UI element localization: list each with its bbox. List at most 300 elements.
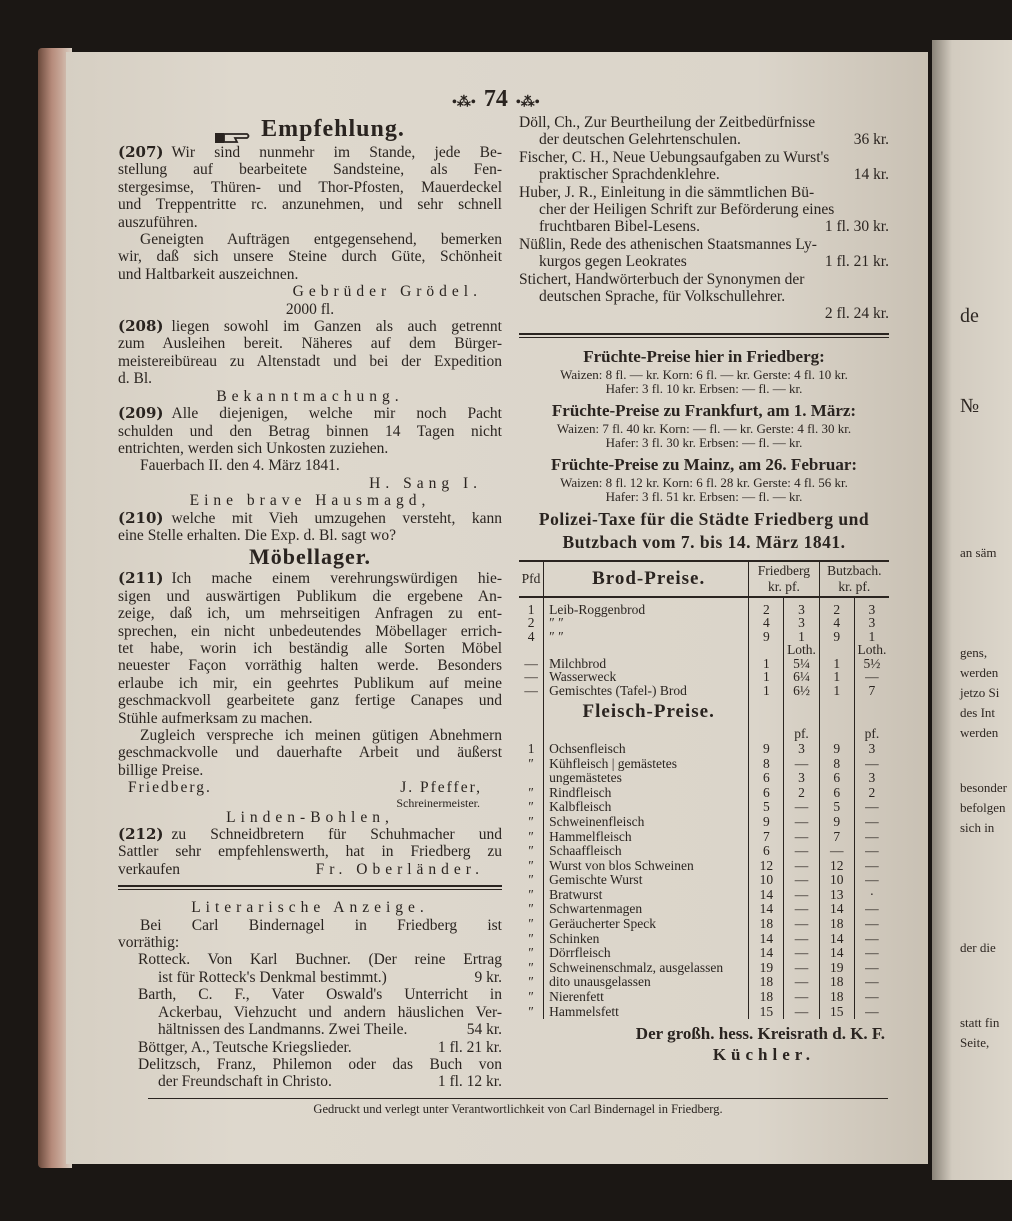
line-text: d. Bl. xyxy=(118,370,153,388)
pfd-cell: ″ xyxy=(519,917,544,932)
signature-title: Schreinermeister. xyxy=(396,795,480,810)
friedberg-kr-cell: 12 xyxy=(749,859,784,874)
signature-name: J. Pfeffer, xyxy=(400,779,482,797)
line-text: stergesimse, Thüren- und Thor-Pfosten, Mauerdeckel xyxy=(118,178,502,196)
friedberg-pf-cell: 6¼ xyxy=(784,670,819,684)
pfd-cell: ″ xyxy=(519,786,544,801)
book-entry xyxy=(118,986,502,1038)
friedberg-kr-cell: 1 xyxy=(749,684,784,698)
text-line xyxy=(519,218,889,235)
table-row xyxy=(519,771,889,786)
table-row xyxy=(519,786,889,801)
item-cell: Schinken xyxy=(544,932,749,947)
butzbach-pf-cell: Loth. xyxy=(857,642,887,658)
pfd-cell: ″ xyxy=(519,844,544,859)
pfd-cell xyxy=(519,727,544,742)
pfd-cell: ″ xyxy=(519,975,544,990)
book-price: 54 kr. xyxy=(466,1021,502,1039)
text-line xyxy=(519,149,889,166)
item-cell: Milchbrod xyxy=(544,657,749,671)
butzbach-pf-cell: — xyxy=(865,828,879,844)
book-price: 14 kr. xyxy=(853,166,889,184)
friedberg-pf-cell: — xyxy=(784,815,819,830)
signature-name: Küchler. xyxy=(712,1045,815,1065)
book-entry xyxy=(118,1039,502,1056)
text-line xyxy=(138,1004,502,1021)
pf-label: pf. xyxy=(855,578,871,594)
line-text: hältnissen des Landmanns. Zwei Theile. xyxy=(158,1021,408,1039)
item-cell: Gemischtes (Tafel-) Brod xyxy=(544,684,749,698)
table-row xyxy=(519,643,889,657)
grain-price-line: Waizen: 8 fl. 12 kr. Korn: 6 fl. 28 kr. Gerste: 4 fl. 56 kr. xyxy=(560,474,848,490)
item-cell: Rindfleisch xyxy=(544,786,749,801)
butzbach-kr-cell: 15 xyxy=(819,1005,854,1020)
item-cell: Schweinenschmalz, ausgelassen xyxy=(544,961,749,976)
col-pfd: Pfd xyxy=(519,562,544,597)
friedberg-pf-cell: 3 xyxy=(784,771,819,786)
meat-heading-row xyxy=(519,697,889,727)
butzbach-pf-cell: — xyxy=(865,989,879,1005)
book-entry xyxy=(118,1056,502,1091)
butzbach-kr-cell: 1 xyxy=(819,684,854,698)
place-name: Friedberg. xyxy=(128,779,212,797)
line-text: Fischer, C. H., Neue Uebungsaufgaben zu Wurst's xyxy=(519,148,830,166)
butzbach-label: Butzbach. xyxy=(827,562,882,578)
friedberg-kr-cell: 7 xyxy=(749,830,784,845)
butzbach-kr-cell: 8 xyxy=(819,757,854,772)
pfd-cell: ″ xyxy=(519,815,544,830)
meat-heading: Fleisch-Preise. xyxy=(544,697,749,727)
kr-label: kr. xyxy=(767,578,782,594)
line-text: billige Preise. xyxy=(118,761,204,779)
section-heading xyxy=(118,114,502,144)
section-heading: Möbellager. xyxy=(249,544,371,570)
pfd-cell: 4 xyxy=(519,630,544,644)
pfd-cell: ″ xyxy=(519,800,544,815)
text-line xyxy=(118,248,502,265)
butzbach-kr-cell: 1 xyxy=(819,670,854,684)
friedberg-kr-cell: 14 xyxy=(749,932,784,947)
line-text: Ich mache einem verehrungswürdigen hie- xyxy=(171,570,502,588)
butzbach-pf-cell: — xyxy=(865,843,879,859)
text-line xyxy=(118,144,502,161)
item-cell: Ochsenfleisch xyxy=(544,742,749,757)
line-text: und Treppentritte rc. anzunehmen, und sehr schnell xyxy=(118,196,502,214)
friedberg-kr-cell: 1 xyxy=(749,657,784,671)
item-cell: Kalbfleisch xyxy=(544,800,749,815)
pfd-cell: — xyxy=(519,684,544,698)
item-cell: Dörrfleisch xyxy=(544,946,749,961)
friedberg-kr-cell: 6 xyxy=(749,771,784,786)
book-price: 1 fl. 21 kr. xyxy=(824,253,889,271)
table-row xyxy=(519,657,889,671)
ad-number: (209) xyxy=(118,404,164,423)
butzbach-kr-cell: 9 xyxy=(819,630,854,644)
pfd-cell: ″ xyxy=(519,902,544,917)
friedberg-pf-cell: 6½ xyxy=(784,684,819,698)
butzbach-pf-cell: 3 xyxy=(868,770,876,786)
police-tax-line: Butzbach vom 7. bis 14. März 1841. xyxy=(562,531,846,552)
text-line xyxy=(118,335,502,352)
text-line xyxy=(519,236,889,253)
butzbach-kr-cell: 12 xyxy=(819,859,854,874)
line-text: Geneigten Aufträgen entgegensehend, bemerken xyxy=(140,231,502,249)
signature-line: Gebrüder Grödel. xyxy=(292,283,482,301)
text-line xyxy=(519,288,889,305)
text-line xyxy=(138,1073,502,1090)
text-line xyxy=(118,605,502,622)
advertisement-paragraph xyxy=(118,917,502,952)
book-price: 36 kr. xyxy=(853,131,889,149)
text-line xyxy=(138,951,502,968)
pfd-cell: ″ xyxy=(519,961,544,976)
text-line xyxy=(138,1056,502,1073)
line-text: Böttger, A., Teutsche Kriegslieder. xyxy=(138,1038,352,1056)
unit-labels xyxy=(820,579,889,595)
divider xyxy=(519,333,889,338)
butzbach-kr-cell: 6 xyxy=(819,786,854,801)
friedberg-kr-cell xyxy=(749,643,784,657)
friedberg-pf-cell: 1 xyxy=(784,630,819,644)
friedberg-kr-cell: 15 xyxy=(749,1005,784,1020)
ad-number: (210) xyxy=(118,508,164,527)
butzbach-pf-cell: — xyxy=(865,799,879,815)
friedberg-pf-cell: — xyxy=(784,844,819,859)
line-text: erlaube ich mir, ein geehrtes Publikum auf meine xyxy=(118,674,502,692)
text-line xyxy=(519,253,889,270)
ad-number: (212) xyxy=(118,825,164,844)
line-text: tet habe, worin ich beständig alle Sorten Möbel xyxy=(118,639,502,657)
item-cell: Hammelsfett xyxy=(544,1005,749,1020)
butzbach-pf-cell: — xyxy=(865,857,879,873)
friedberg-kr-cell: 4 xyxy=(749,616,784,630)
butzbach-kr-cell: 13 xyxy=(819,888,854,903)
ornament-right-icon: •⁂• xyxy=(515,95,540,110)
line-text: der deutschen Gelehrtenschulen. xyxy=(539,131,741,149)
butzbach-pf-cell: 2 xyxy=(868,784,876,800)
place-signature-line xyxy=(118,779,502,796)
table-row xyxy=(519,932,889,947)
grain-price-line: Hafer: 3 fl. 10 kr. Erbsen: — fl. — kr. xyxy=(605,380,803,396)
line-text: Rotteck. Von Karl Buchner. (Der reine Ertrag xyxy=(138,951,502,969)
advertisement-paragraph xyxy=(118,144,502,231)
pfd-cell: ″ xyxy=(519,859,544,874)
friedberg-kr-cell xyxy=(749,727,784,742)
item-cell: Wurst von blos Schweinen xyxy=(544,859,749,874)
text-line xyxy=(138,986,502,1003)
friedberg-pf-cell: — xyxy=(784,888,819,903)
text-line xyxy=(118,588,502,605)
table-row xyxy=(519,1005,889,1020)
next-page-fragment: Seite, xyxy=(960,1035,990,1050)
butzbach-kr-cell: 14 xyxy=(819,902,854,917)
line-text: praktischer Sprachdenklehre. xyxy=(539,166,720,184)
meat-rows xyxy=(519,727,889,1019)
friedberg-kr-cell: 14 xyxy=(749,888,784,903)
line-text: wir, daß sich unsere Steine durch Güte, Schönheit xyxy=(118,248,502,266)
grain-price-line: Hafer: 3 fl. 30 kr. Erbsen: — fl. — kr. xyxy=(605,434,803,450)
line-text: welche mit Vieh umzugehen versteht, kann xyxy=(171,509,502,527)
line-text: cher der Heiligen Schrift zur Beförderung eines xyxy=(539,201,835,219)
police-tax-line: Polizei-Taxe für die Städte Friedberg und xyxy=(538,508,870,529)
line-text: zu Schneidbretern für Schuhmacher und xyxy=(171,826,502,844)
table-row xyxy=(519,800,889,815)
friedberg-pf-cell: pf. xyxy=(784,727,819,742)
friedberg-kr-cell: 10 xyxy=(749,873,784,888)
text-line xyxy=(118,727,502,744)
text-line xyxy=(118,675,502,692)
line-text: Stühle aufmerksam zu machen. xyxy=(118,709,313,727)
butzbach-pf-cell: 1 xyxy=(868,628,876,644)
pfd-cell: — xyxy=(519,670,544,684)
butzbach-kr-cell: 4 xyxy=(819,616,854,630)
friedberg-pf-cell: Loth. xyxy=(784,643,819,657)
friedberg-kr-cell: 18 xyxy=(749,990,784,1005)
text-line xyxy=(118,527,502,544)
line-text: Barth, C. F., Vater Oswald's Unterricht in xyxy=(138,986,502,1004)
butzbach-pf-cell: — xyxy=(865,945,879,961)
text-line xyxy=(118,196,502,213)
book-entry xyxy=(519,271,889,323)
line-text: der Freundschaft in Christo. xyxy=(158,1073,332,1091)
line-text: vorräthig: xyxy=(118,934,180,952)
text-line xyxy=(118,405,502,422)
friedberg-pf-cell: — xyxy=(784,757,819,772)
pfd-cell: ″ xyxy=(519,873,544,888)
butzbach-pf-cell: — xyxy=(865,974,879,990)
butzbach-pf-cell: — xyxy=(865,669,879,685)
friedberg-pf-cell: 3 xyxy=(784,616,819,630)
butzbach-kr-cell: — xyxy=(819,844,854,859)
table-row xyxy=(519,630,889,644)
text-line xyxy=(118,370,502,387)
text-line xyxy=(118,934,502,951)
centered-line: Literarische Anzeige. xyxy=(191,899,429,917)
table-row xyxy=(519,670,889,684)
item-cell: Bratwurst xyxy=(544,888,749,903)
line-text: sprechen, ein nicht unbedeutendes Möbellager errich- xyxy=(118,622,502,640)
table-row xyxy=(519,616,889,630)
friedberg-kr-cell: 19 xyxy=(749,961,784,976)
table-row xyxy=(519,961,889,976)
book-list xyxy=(519,114,889,323)
friedberg-pf-cell: — xyxy=(784,917,819,932)
ad-number: (207) xyxy=(118,143,164,161)
line-text: sigen und auswärtigen Publikum die ergebene An- xyxy=(118,587,502,605)
text-line xyxy=(519,184,889,201)
advertisement-paragraph xyxy=(118,510,502,545)
friedberg-kr-cell: 9 xyxy=(749,630,784,644)
grain-price-line: Waizen: 7 fl. 40 kr. Korn: — fl. — kr. Gerste: 4 fl. 30 kr. xyxy=(556,420,852,436)
friedberg-kr-cell: 9 xyxy=(749,742,784,757)
signature-name: Fr. Oberländer. xyxy=(315,860,484,878)
line-text: eine Stelle erhalten. Die Exp. d. Bl. sagt wo? xyxy=(118,526,397,544)
friedberg-kr-cell: 6 xyxy=(749,786,784,801)
line-text: Döll, Ch., Zur Beurtheilung der Zeitbedürfnisse xyxy=(519,114,816,131)
line-text: Huber, J. R., Einleitung in die sämmtlichen Bü- xyxy=(519,183,815,201)
table-row xyxy=(519,742,889,757)
next-page-fragment: werden xyxy=(960,665,999,680)
book-entry xyxy=(519,149,889,184)
grain-price-title: Früchte-Preise hier in Friedberg: xyxy=(583,346,825,366)
text-line xyxy=(118,214,502,231)
table-row xyxy=(519,830,889,845)
table-row xyxy=(519,917,889,932)
text-line xyxy=(118,826,502,843)
item-cell xyxy=(544,727,749,742)
col-bread: Brod-Preise. xyxy=(544,562,749,597)
centered-line: 2000 fl. xyxy=(285,300,335,318)
next-page-fragment: besonder xyxy=(960,780,1007,795)
butzbach-pf-cell: 7 xyxy=(868,682,876,698)
table-row xyxy=(519,844,889,859)
butzbach-pf-cell: — xyxy=(865,959,879,975)
kr-label: kr. xyxy=(838,578,853,594)
text-line xyxy=(118,353,502,370)
line-text: Zugleich verspreche ich meinen gütigen Abnehmern xyxy=(140,727,502,744)
grain-price-title: Früchte-Preise zu Mainz, am 26. Februar: xyxy=(550,454,858,474)
text-line xyxy=(118,318,502,335)
text-line xyxy=(118,744,502,761)
ornament-left-icon: •⁂• xyxy=(452,95,476,110)
pfd-cell: ″ xyxy=(519,757,544,772)
friedberg-kr-cell: 2 xyxy=(749,597,784,617)
item-cell: Schweinenfleisch xyxy=(544,815,749,830)
pfd-cell: ″ xyxy=(519,1005,544,1020)
text-line xyxy=(118,510,502,527)
next-page-fragment: № xyxy=(960,395,980,417)
line-text: meistereibüreau zu Altenstadt und bei der Expedition xyxy=(118,352,502,370)
friedberg-pf-cell: 3 xyxy=(784,742,819,757)
book-entry xyxy=(519,236,889,271)
item-cell: Kühfleisch | gemästetes xyxy=(544,757,749,772)
butzbach-pf-cell: — xyxy=(865,755,879,771)
butzbach-kr-cell: 14 xyxy=(819,932,854,947)
butzbach-pf-cell: 3 xyxy=(868,615,876,631)
text-line xyxy=(519,131,889,148)
col-butzbach xyxy=(819,562,889,597)
friedberg-pf-cell: 5¼ xyxy=(784,657,819,671)
grain-price-line: Hafer: 3 fl. 51 kr. Erbsen: — fl. — kr. xyxy=(605,488,803,504)
line-text: Fauerbach II. den 4. März 1841. xyxy=(140,457,340,475)
table-row xyxy=(519,946,889,961)
text-line xyxy=(118,423,502,440)
friedberg-pf-cell: — xyxy=(784,975,819,990)
text-line xyxy=(118,917,502,934)
page-header xyxy=(452,86,540,113)
butzbach-kr-cell: 10 xyxy=(819,873,854,888)
pointing-hand-icon xyxy=(215,123,251,137)
pfd-cell: 1 xyxy=(519,742,544,757)
table-header xyxy=(519,562,889,597)
item-cell: dito unausgelassen xyxy=(544,975,749,990)
line-text: Ackerbau, Viehzucht und andern häuslichen Ver- xyxy=(158,1003,502,1021)
friedberg-kr-cell: 1 xyxy=(749,670,784,684)
table-row xyxy=(519,902,889,917)
next-page-fragment: jetzo Si xyxy=(960,685,1000,700)
butzbach-pf-cell: — xyxy=(865,872,879,888)
page-number: 74 xyxy=(483,86,508,112)
text-line xyxy=(519,166,889,183)
text-line xyxy=(118,231,502,248)
friedberg-pf-cell: 2 xyxy=(784,786,819,801)
friedberg-pf-cell: — xyxy=(784,946,819,961)
pfd-cell xyxy=(519,643,544,657)
item-cell: Gemischte Wurst xyxy=(544,873,749,888)
pfd-cell: 1 xyxy=(519,597,544,617)
book-price: 1 fl. 30 kr. xyxy=(824,218,889,236)
friedberg-pf-cell: — xyxy=(784,1005,819,1020)
line-text: Alle diejenigen, welche mir noch Pacht xyxy=(171,405,502,423)
item-cell: Hammelfleisch xyxy=(544,830,749,845)
line-text: Bei Carl Bindernagel in Friedberg ist xyxy=(140,916,502,934)
grain-price-line: Waizen: 8 fl. — kr. Korn: 6 fl. — kr. Gerste: 4 fl. 10 kr. xyxy=(560,366,848,382)
friedberg-pf-cell: — xyxy=(784,932,819,947)
line-text: Sattler sehr empfehlenswerth, hat in Friedberg zu xyxy=(118,843,502,861)
advertisement-paragraph xyxy=(118,570,502,727)
friedberg-pf-cell: — xyxy=(784,902,819,917)
line-text: Delitzsch, Franz, Philemon oder das Buch von xyxy=(138,1055,502,1073)
text-line xyxy=(118,861,502,878)
butzbach-kr-cell: 18 xyxy=(819,990,854,1005)
butzbach-pf-cell: — xyxy=(865,930,879,946)
line-text: geschmackvoll gearbeitete ganz fertige Canapes und xyxy=(118,692,502,710)
item-cell: ungemästetes xyxy=(544,771,749,786)
line-text: liegen sowohl im Ganzen als auch getrennt xyxy=(171,318,502,336)
next-page-fragment: sich in xyxy=(960,820,995,835)
text-line xyxy=(138,1021,502,1038)
line-text: Nüßlin, Rede des athenischen Staatsmannes Ly- xyxy=(519,235,817,253)
friedberg-pf-cell: — xyxy=(784,873,819,888)
butzbach-kr-cell: 18 xyxy=(819,917,854,932)
butzbach-kr-cell: 19 xyxy=(819,961,854,976)
friedberg-kr-cell: 14 xyxy=(749,946,784,961)
item-cell xyxy=(544,643,749,657)
next-page-strip xyxy=(932,40,1012,1180)
friedberg-pf-cell: 3 xyxy=(784,597,819,617)
centered-line: Bekanntmachung. xyxy=(216,387,404,405)
butzbach-kr-cell: 6 xyxy=(819,771,854,786)
line-text: Stichert, Handwörterbuch der Synonymen der xyxy=(519,270,805,288)
book-price: 9 kr. xyxy=(474,968,502,986)
butzbach-kr-cell xyxy=(819,727,854,742)
butzbach-pf-cell: — xyxy=(865,916,879,932)
signature-line: H. Sang I. xyxy=(369,474,482,492)
bread-rows xyxy=(519,597,889,698)
friedberg-pf-cell: — xyxy=(784,859,819,874)
item-cell: ″ ″ xyxy=(544,630,749,644)
text-line xyxy=(519,201,889,218)
text-line xyxy=(118,457,502,474)
butzbach-pf-cell: 3 xyxy=(868,740,876,756)
butzbach-kr-cell: 5 xyxy=(819,800,854,815)
next-page-fragment: gens, xyxy=(960,645,988,660)
line-text: fruchtbaren Bibel-Lesens. xyxy=(539,218,700,236)
butzbach-pf-cell: — xyxy=(865,813,879,829)
table-row xyxy=(519,815,889,830)
book-entry xyxy=(519,114,889,149)
text-line xyxy=(118,440,502,457)
grain-price-title: Früchte-Preise zu Frankfurt, am 1. März: xyxy=(551,400,857,420)
text-line xyxy=(118,570,502,587)
centered-line: Linden-Bohlen, xyxy=(226,808,394,826)
text-line xyxy=(118,843,502,860)
next-page-fragment: befolgen xyxy=(960,800,1006,815)
book-entry xyxy=(118,951,502,986)
right-column xyxy=(519,114,889,1065)
heading-text: Empfehlung. xyxy=(261,116,405,142)
friedberg-kr-cell: 8 xyxy=(749,757,784,772)
